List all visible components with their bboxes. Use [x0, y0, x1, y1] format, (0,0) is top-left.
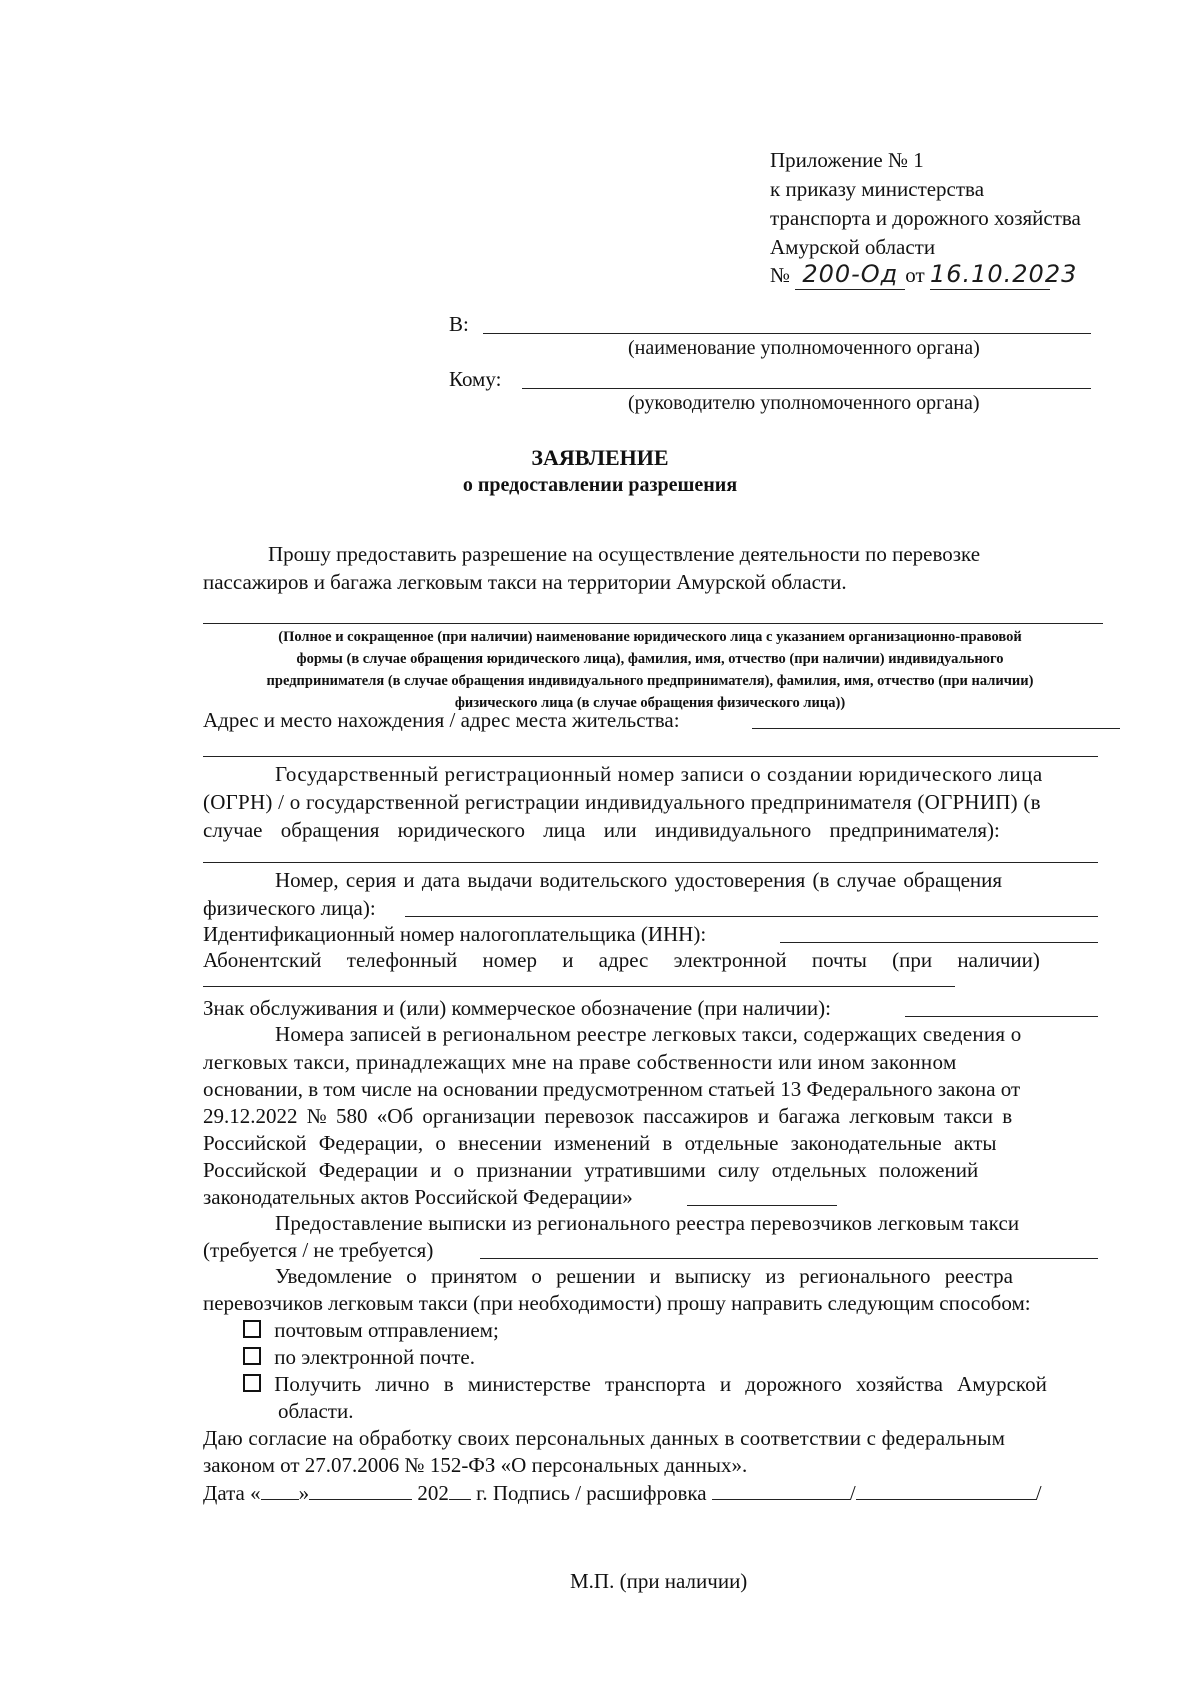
- order-number-prefix: №: [770, 263, 791, 287]
- order-number-line: [770, 260, 1081, 290]
- consent-line-1: Даю согласие на обработку своих персональных данных в соответствии с федеральным: [203, 1426, 1006, 1450]
- applicant-note-4: физического лица (в случае обращения физического лица)): [454, 695, 846, 711]
- to-field-line[interactable]: [483, 333, 1091, 334]
- trademark-label: Знак обслуживания и (или) коммерческое обозначение (при наличии):: [203, 996, 831, 1020]
- address-label: Адрес и место нахождения / адрес места жительства:: [203, 708, 680, 732]
- applicant-note-1: (Полное и сокращенное (при наличии) наименование юридического лица с указанием организационно-правовой: [278, 629, 1022, 645]
- date-month-field[interactable]: [309, 1481, 412, 1500]
- request-line-2: пассажиров и багажа легковым такси на территории Амурской области.: [203, 570, 847, 594]
- appendix-line-2: к приказу министерства: [770, 177, 985, 201]
- delivery-option-email[interactable]: [243, 1345, 475, 1370]
- inn-field-line[interactable]: [780, 942, 1098, 943]
- ogrn-line-2: (ОГРН) / о государственной регистрации индивидуального предпринимателя (ОГРНИП) (в: [203, 790, 1041, 814]
- whom-field-line[interactable]: [522, 388, 1091, 389]
- date-quote-close: »: [298, 1481, 310, 1505]
- registry-line-4: 29.12.2022 № 580 «Об организации перевозок пассажиров и багажа легковым такси в: [203, 1104, 1013, 1128]
- delivery-option-personal[interactable]: [243, 1372, 1047, 1397]
- extract-field-line[interactable]: [480, 1258, 1098, 1259]
- appendix-line-1: Приложение № 1: [770, 148, 924, 172]
- signature-transcript-field[interactable]: [856, 1481, 1036, 1500]
- address-field-line[interactable]: [752, 728, 1120, 729]
- order-date-handwritten: 16.10.2023: [929, 260, 1078, 288]
- consent-line-2: законом от 27.07.2006 № 152-ФЗ «О персональных данных».: [203, 1453, 748, 1477]
- date-day-field[interactable]: [261, 1481, 299, 1500]
- notice-line-1: Уведомление о принятом о решении и выписку из регионального реестра: [275, 1264, 1013, 1288]
- date-year-field[interactable]: [449, 1481, 471, 1500]
- ogrn-field-line[interactable]: [203, 862, 1098, 863]
- appendix-line-3: транспорта и дорожного хозяйства: [770, 206, 1081, 230]
- license-line-1: Номер, серия и дата выдачи водительского удостоверения (в случае обращения: [275, 868, 1003, 892]
- delivery-option-personal-label: Получить лично в министерстве транспорта и дорожного хозяйства Амурской: [274, 1372, 1047, 1396]
- to-caption: (наименование уполномоченного органа): [628, 337, 980, 359]
- signature-field[interactable]: [712, 1481, 850, 1500]
- appendix-line-4: Амурской области: [770, 235, 936, 259]
- registry-line-7: законодательных актов Российской Федерации»: [203, 1185, 633, 1209]
- extract-line-2: (требуется / не требуется): [203, 1238, 434, 1262]
- registry-line-6: Российской Федерации и о признании утратившими силу отдельных положений: [203, 1158, 979, 1182]
- order-date-prefix: от: [905, 263, 925, 287]
- whom-label: Кому:: [449, 367, 502, 391]
- checkbox-email[interactable]: [243, 1347, 261, 1365]
- delivery-option-mail-label: почтовым отправлением;: [274, 1318, 499, 1342]
- delivery-option-mail[interactable]: [243, 1318, 499, 1343]
- date-label: Дата «: [203, 1481, 261, 1505]
- applicant-note: [200, 626, 1100, 714]
- phone-label: Абонентский телефонный номер и адрес электронной почты (при наличии): [203, 948, 1040, 972]
- applicant-name-line[interactable]: [203, 623, 1103, 624]
- notice-line-2: перевозчиков легковым такси (при необходимости) прошу направить следующим способом:: [203, 1291, 1031, 1315]
- trademark-field-line[interactable]: [905, 1016, 1098, 1017]
- checkbox-mail[interactable]: [243, 1320, 261, 1338]
- request-line-1: [268, 542, 1123, 567]
- license-line-2: физического лица):: [203, 896, 376, 920]
- date-year-prefix: 202: [417, 1481, 449, 1505]
- delivery-option-personal-cont: области.: [278, 1399, 354, 1423]
- ogrn-line-3: случае обращения юридического лица или индивидуального предпринимателя):: [203, 818, 1000, 842]
- registry-line-3: основании, в том числе на основании предусмотренном статьей 13 Федерального закона от: [203, 1077, 1021, 1101]
- address-field-line-2[interactable]: [203, 756, 1098, 757]
- request-text-1: Прошу предоставить разрешение на осуществление деятельности по перевозке: [268, 542, 981, 566]
- order-number-handwritten: 200-Од: [795, 260, 905, 290]
- appendix-block: [770, 146, 1081, 290]
- signature-label: г. Подпись / расшифровка: [476, 1481, 707, 1505]
- inn-label: Идентификационный номер налогоплательщика (ИНН):: [203, 922, 707, 946]
- document-title: ЗАЯВЛЕНИЕ: [531, 445, 669, 470]
- license-field-line[interactable]: [405, 916, 1098, 917]
- document-subtitle: о предоставлении разрешения: [462, 474, 738, 496]
- phone-field-line[interactable]: [203, 986, 955, 987]
- applicant-note-2: формы (в случае обращения юридического лица), фамилия, имя, отчество (при наличии) индивидуального: [296, 651, 1004, 667]
- registry-line-5: Российской Федерации, о внесении изменений в отдельные законодательные акты: [203, 1131, 997, 1155]
- to-label: В:: [449, 312, 469, 336]
- whom-caption: (руководителю уполномоченного органа): [628, 392, 980, 414]
- registry-line-1: Номера записей в региональном реестре легковых такси, содержащих сведения о: [275, 1022, 1022, 1046]
- registry-field-line[interactable]: [687, 1205, 837, 1206]
- extract-line-1: Предоставление выписки из регионального реестра перевозчиков легковым такси: [275, 1211, 1020, 1235]
- signature-row: Дата « » 202 г. Подпись / расшифровка / /: [203, 1481, 1042, 1505]
- registry-line-2: легковых такси, принадлежащих мне на праве собственности или ином законном: [203, 1050, 957, 1074]
- delivery-option-email-label: по электронной почте.: [274, 1345, 476, 1369]
- checkbox-personal[interactable]: [243, 1374, 261, 1392]
- applicant-note-3: предпринимателя (в случае обращения индивидуального предпринимателя), фамилия, имя, отчество (при наличии): [266, 673, 1034, 689]
- stamp-label: М.П. (при наличии): [570, 1569, 748, 1593]
- ogrn-line-1: Государственный регистрационный номер записи о создании юридического лица: [275, 762, 1043, 786]
